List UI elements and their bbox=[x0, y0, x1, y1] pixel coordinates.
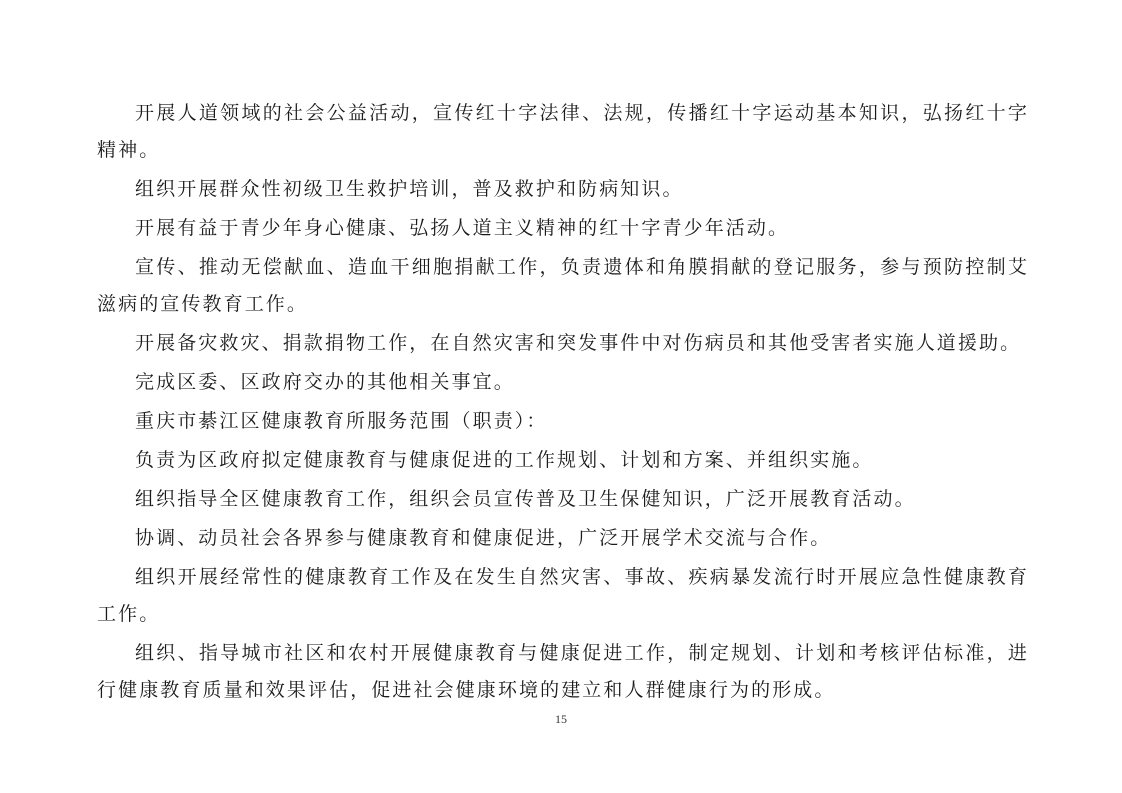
paragraph: 组织、指导城市社区和农村开展健康教育与健康促进工作，制定规划、计划和考核评估标准，进行健康教育质量和效果评估，促进社会健康环境的建立和人群健康行为的形成。 bbox=[97, 642, 1029, 701]
paragraph: 开展有益于青少年身心健康、弘扬人道主义精神的红十字青少年活动。 bbox=[135, 217, 790, 239]
paragraph: 开展备灾救灾、捐款捐物工作，在自然灾害和突发事件中对伤病员和其他受害者实施人道援助。 bbox=[135, 332, 1022, 354]
paragraph: 宣传、推动无偿献血、造血干细胞捐献工作，负责遗体和角膜捐献的登记服务，参与预防控制艾滋病的宣传教育工作。 bbox=[97, 256, 1029, 315]
paragraph: 组织开展经常性的健康教育工作及在发生自然灾害、事故、疾病暴发流行时开展应急性健康教育工作。 bbox=[97, 566, 1029, 625]
page-number: 15 bbox=[555, 712, 567, 726]
section-heading: 重庆市綦江区健康教育所服务范围（职责）： bbox=[135, 410, 548, 432]
paragraph: 开展人道领域的社会公益活动，宣传红十字法律、法规，传播红十字运动基本知识，弘扬红十字精神。 bbox=[97, 102, 1029, 161]
paragraph: 负责为区政府拟定健康教育与健康促进的工作规划、计划和方案、并组织实施。 bbox=[135, 449, 874, 471]
paragraph: 组织指导全区健康教育工作，组织会员宣传普及卫生保健知识，广泛开展教育活动。 bbox=[135, 488, 916, 510]
paragraph: 组织开展群众性初级卫生救护培训，普及救护和防病知识。 bbox=[135, 178, 684, 200]
paragraph: 完成区委、区政府交办的其他相关事宜。 bbox=[135, 371, 515, 393]
document-body bbox=[97, 95, 1029, 711]
paragraph: 协调、动员社会各界参与健康教育和健康促进，广泛开展学术交流与合作。 bbox=[135, 527, 832, 549]
